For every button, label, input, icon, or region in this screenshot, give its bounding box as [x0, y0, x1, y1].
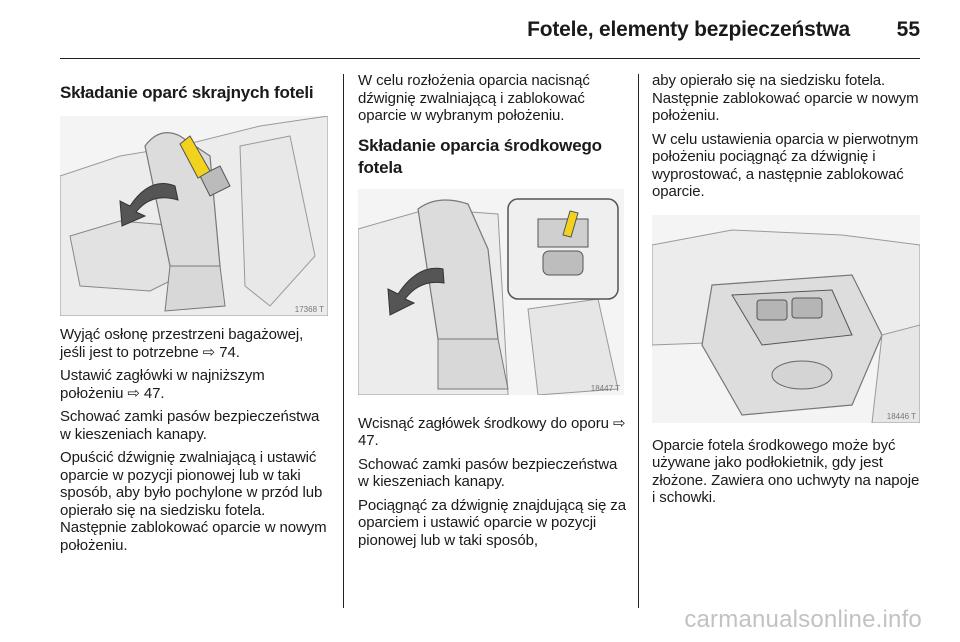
column-divider-1	[343, 74, 344, 608]
figure-outer-seat-fold	[60, 116, 328, 316]
paragraph: Pociągnąć za dźwignię znajdującą się za oparciem i ustawić oparcie w pozycji pionowej lub w taki sposób,	[358, 496, 626, 549]
middle-seat-illustration	[358, 189, 624, 395]
column-2	[358, 72, 628, 555]
paragraph: Wcisnąć zagłówek środkowy do oporu ⇨ 47.	[358, 414, 626, 449]
watermark: carmanualsonline.info	[684, 606, 922, 633]
column-3	[652, 72, 922, 513]
paragraph: Opuścić dźwignię zwalniającą i ustawić oparcie w pozycji pionowej lub w taki sposób, aby było pochylone w przód lub opierało się na siedzisku fotela. Następnie zablokować oparcie w nowym położeniu.	[60, 449, 327, 554]
paragraph: Schować zamki pasów bezpieczeństwa w kieszeniach kanapy.	[60, 408, 320, 443]
armrest-illustration	[652, 215, 920, 423]
figure-middle-seat-fold	[358, 189, 624, 395]
paragraph: Ustawić zagłówki w najniższym położeniu ⇨ 47.	[60, 367, 265, 402]
page-header	[60, 14, 920, 54]
page-number: 55	[896, 18, 920, 41]
paragraph: aby opierało się na siedzisku fotela. Następnie zablokować oparcie w nowym położeniu.	[652, 72, 919, 124]
figure-code: 17368 T	[294, 305, 324, 314]
paragraph: Oparcie fotela środkowego może być używane jako podłokietnik, gdy jest złożone. Zawiera ono uchwyty na napoje i schowki.	[652, 436, 920, 506]
header-rule	[60, 58, 920, 59]
paragraph: W celu rozłożenia oparcia nacisnąć dźwignię zwalniającą i zablokować oparcie w wybranym położeniu.	[358, 72, 590, 124]
detail-inset	[508, 199, 618, 299]
section-heading-outer-seats: Składanie oparć skrajnych foteli	[60, 83, 314, 102]
paragraph: W celu ustawienia oparcia w pierwotnym położeniu pociągnąć za dźwignię i wyprostować, a następnie zablokować oparcie.	[652, 130, 919, 200]
paragraph: Schować zamki pasów bezpieczeństwa w kieszeniach kanapy.	[358, 455, 618, 490]
figure-code: 18446 T	[886, 411, 916, 421]
page-header-title: Fotele, elementy bezpieczeństwa	[527, 18, 850, 41]
section-heading-middle-seat: Składanie oparcia środkowego fotela	[358, 135, 602, 177]
outer-seat-illustration	[60, 116, 328, 316]
paragraph: Wyjąć osłonę przestrzeni bagażowej, jeśli jest to potrzebne ⇨ 74.	[60, 326, 304, 361]
column-divider-2	[638, 74, 639, 608]
column-1	[60, 72, 330, 560]
figure-armrest	[652, 215, 920, 423]
figure-code: 18447 T	[590, 383, 620, 393]
